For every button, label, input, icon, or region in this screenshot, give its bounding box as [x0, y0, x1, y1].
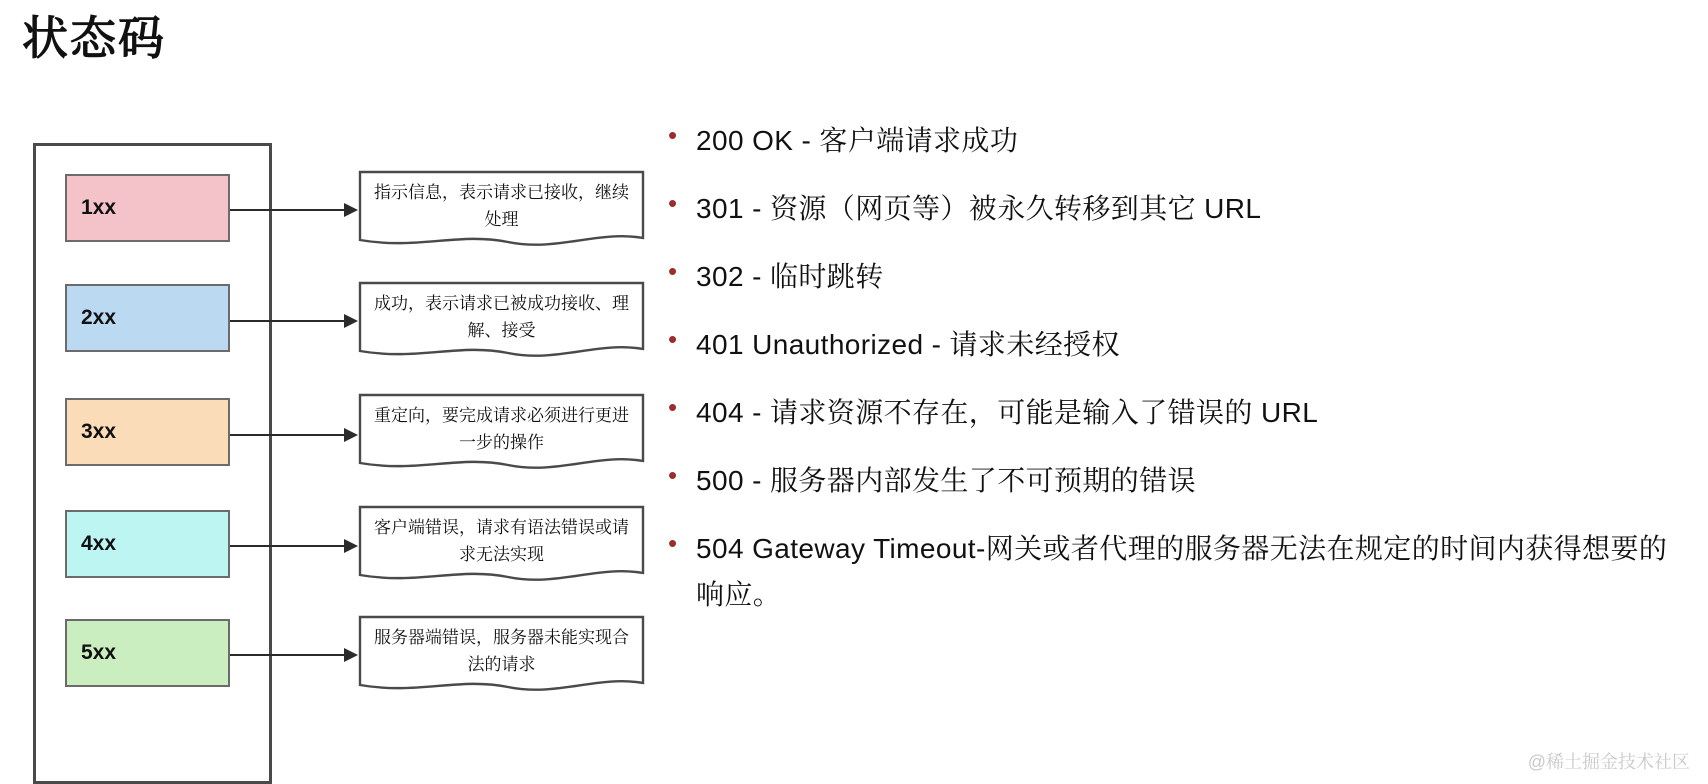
status-code-diagram	[33, 143, 653, 783]
note-4xx	[358, 505, 645, 587]
list-item-label: 504 Gateway Timeout-网关或者代理的服务器无法在规定的时间内获得想要的响应。	[696, 533, 1668, 610]
list-item	[660, 322, 1680, 368]
code-box-label: 1xx	[81, 196, 117, 219]
code-box-2xx	[65, 284, 230, 352]
list-item-label: 401 Unauthorized - 请求未经授权	[696, 329, 1120, 360]
list-item	[660, 526, 1680, 618]
note-5xx	[358, 615, 645, 697]
list-item-label: 301 - 资源（网页等）被永久转移到其它 URL	[696, 193, 1262, 224]
code-box-5xx	[65, 619, 230, 687]
code-box-label: 4xx	[81, 532, 117, 555]
list-item-label: 404 - 请求资源不存在，可能是输入了错误的 URL	[696, 397, 1319, 428]
list-item	[660, 118, 1680, 164]
bullet-icon: •	[668, 392, 678, 422]
list-item	[660, 390, 1680, 436]
watermark: @稀土掘金技术社区	[1527, 752, 1690, 772]
note-text: 重定向，要完成请求必须进行更进一步的操作	[374, 406, 629, 452]
note-text: 成功，表示请求已被成功接收、理解、接受	[374, 294, 629, 340]
arrow-5xx-to-note	[230, 654, 356, 656]
arrow-4xx-to-note	[230, 545, 356, 547]
bullet-icon: •	[668, 188, 678, 218]
status-code-list	[660, 118, 1680, 640]
code-box-label: 2xx	[81, 306, 117, 329]
arrow-1xx-to-note	[230, 209, 356, 211]
code-box-4xx	[65, 510, 230, 578]
note-2xx	[358, 281, 645, 363]
code-box-label: 5xx	[81, 641, 117, 664]
list-item-label: 500 - 服务器内部发生了不可预期的错误	[696, 465, 1197, 496]
code-box-1xx	[65, 174, 230, 242]
list-item	[660, 186, 1680, 232]
note-text: 服务器端错误，服务器未能实现合法的请求	[374, 628, 629, 674]
code-box-3xx	[65, 398, 230, 466]
note-1xx	[358, 170, 645, 252]
code-box-label: 3xx	[81, 420, 117, 443]
arrow-3xx-to-note	[230, 434, 356, 436]
bullet-icon: •	[668, 256, 678, 286]
list-item	[660, 458, 1680, 504]
page-title: 状态码	[22, 12, 166, 64]
note-3xx	[358, 393, 645, 475]
bullet-icon: •	[668, 324, 678, 354]
note-text: 指示信息，表示请求已接收，继续处理	[374, 183, 629, 229]
bullet-icon: •	[668, 528, 678, 558]
bullet-icon: •	[668, 120, 678, 150]
bullet-icon: •	[668, 460, 678, 490]
arrow-2xx-to-note	[230, 320, 356, 322]
list-item	[660, 254, 1680, 300]
list-item-label: 302 - 临时跳转	[696, 261, 884, 292]
note-text: 客户端错误，请求有语法错误或请求无法实现	[374, 518, 629, 564]
list-item-label: 200 OK - 客户端请求成功	[696, 125, 1019, 156]
